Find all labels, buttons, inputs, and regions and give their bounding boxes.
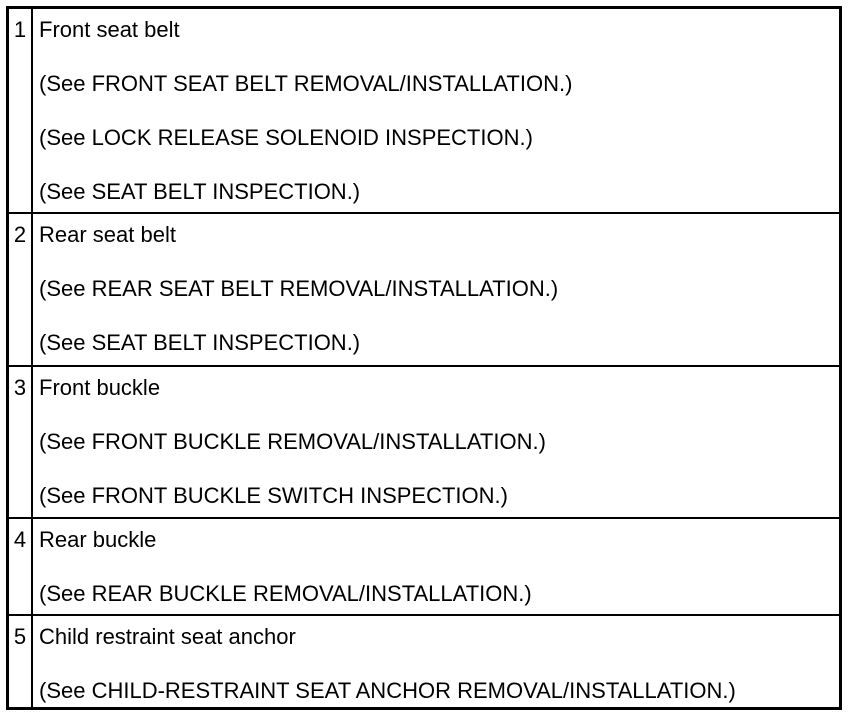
item-number: 1 [9, 9, 33, 212]
table-row [9, 9, 839, 214]
table-row [9, 616, 839, 707]
table-row [9, 367, 839, 519]
reference-link[interactable]: (See FRONT SEAT BELT REMOVAL/INSTALLATION.) [39, 71, 573, 96]
item-title: Front seat belt [39, 17, 180, 42]
item-title: Rear seat belt [39, 222, 176, 247]
component-table [6, 6, 842, 710]
item-title: Front buckle [39, 375, 161, 400]
reference-link[interactable]: (See FRONT BUCKLE SWITCH INSPECTION.) [39, 483, 508, 508]
reference-link[interactable]: (See REAR BUCKLE REMOVAL/INSTALLATION.) [39, 581, 532, 606]
item-details [33, 519, 839, 614]
table-row [9, 519, 839, 616]
reference-link[interactable]: (See SEAT BELT INSPECTION.) [39, 330, 361, 355]
item-details [33, 616, 839, 707]
reference-link[interactable]: (See SEAT BELT INSPECTION.) [39, 179, 361, 204]
item-number: 3 [9, 367, 33, 517]
table-row [9, 214, 839, 367]
item-title: Rear buckle [39, 527, 157, 552]
reference-link[interactable]: (See LOCK RELEASE SOLENOID INSPECTION.) [39, 125, 533, 150]
item-number: 2 [9, 214, 33, 365]
item-number: 4 [9, 519, 33, 614]
reference-link[interactable]: (See REAR SEAT BELT REMOVAL/INSTALLATION.) [39, 276, 559, 301]
item-details [33, 367, 839, 517]
reference-link[interactable]: (See CHILD-RESTRAINT SEAT ANCHOR REMOVAL/INSTALLATION.) [39, 678, 736, 703]
reference-link[interactable]: (See FRONT BUCKLE REMOVAL/INSTALLATION.) [39, 429, 546, 454]
item-details [33, 214, 839, 365]
item-number: 5 [9, 616, 33, 707]
item-details [33, 9, 839, 212]
item-title: Child restraint seat anchor [39, 624, 296, 649]
